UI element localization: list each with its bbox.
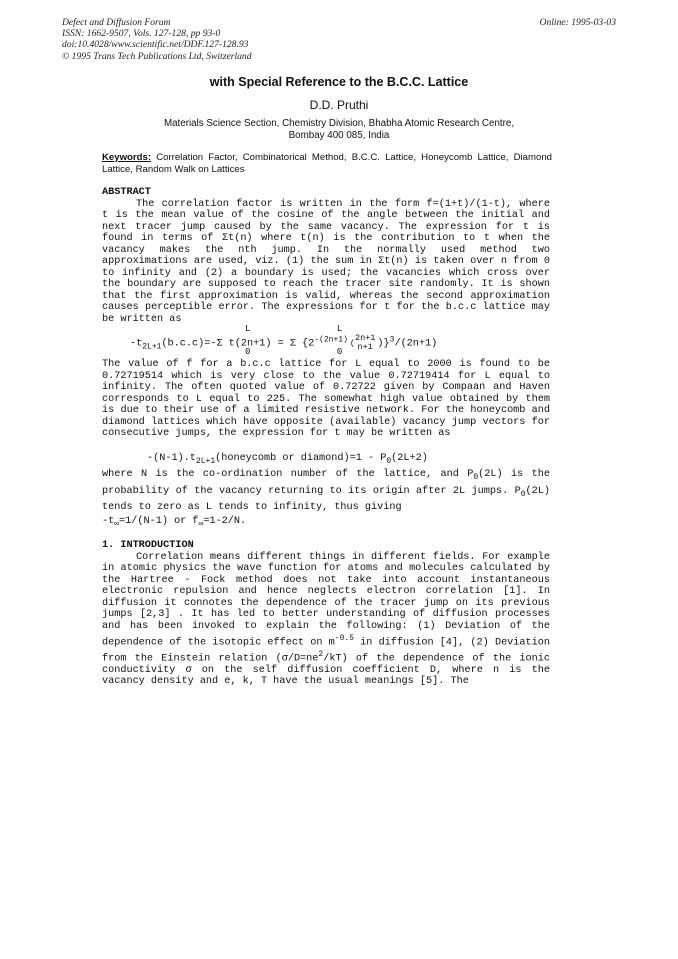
eq2-tail: (2L+2) xyxy=(391,453,428,464)
eq2-sub: 2L+1 xyxy=(195,457,216,467)
abstract-text-1: The correlation factor is written in the form f=(1+t)/(1-t), where t is the mean value of the cosine of the angle between the initial and next tracer jump caused by the same vacancy. The expression for t is found in terms of Σt(n) where t(n) is the contribution to t when the vacancy makes the nth jump. In the normally used method two approximations are used, viz. (1) the sum in Σt(n) is taken over n from 0 to infinity and (2) a boundary is used; the vacancies which cross over the boundary are supposed to reach the tracer site randomly. It is shown that the first approximation is valid, whereas the second approximation causes perceptible error. The expressions for t for the b.c.c lattice may be written as xyxy=(102,198,550,325)
final-c: =1-2/N. xyxy=(203,515,247,527)
intro-a: Correlation means different things in different fields. For example in atomic physics the wave function for atoms and molecules calculated by the Hartree - Fock method does not take into account instantaneous electronic repulsion and hence neglects electron correlation [1]. In diffusion it connotes the dependence of the tracer jump on its previous jumps [2,3] . It has led to better understanding of diffusion processes and has been invoked to explain the following: (1) Deviation of the dependence of the isotopic effect on m xyxy=(102,551,550,649)
intro-c: /kT) of the dependence of the ionic conductivity σ on the self diffusion coefficient D, where n is the vacancy density and e, k, T have the usual meanings [5]. The xyxy=(102,653,550,688)
journal-name: Defect and Diffusion Forum xyxy=(62,17,171,28)
journal-copyright: © 1995 Trans Tech Publications Ltd, Switzerland xyxy=(62,50,252,62)
eq1-binomial: ( 2n+1 n+1 xyxy=(349,333,376,352)
abstract-para-1 xyxy=(102,187,550,325)
eq1-binomial-bottom: n+1 xyxy=(357,342,373,352)
final-b: =1/(N-1) or f xyxy=(119,515,199,527)
abstract-conclusion xyxy=(102,515,550,532)
eq1-sub: 2L+1 xyxy=(142,342,162,352)
journal-issn: ISSN: 1662-9507, Vols. 127-128, pp 93-0 xyxy=(62,28,221,40)
online-date: Online: 1995-03-03 xyxy=(539,17,616,28)
para3-c: (2L) tends to zero as L tends to infinity, thus giving xyxy=(102,485,550,514)
eq1-upper-limits: L L xyxy=(245,324,343,334)
eq2-lhs: -(N-1).t xyxy=(147,453,196,464)
author-affiliation xyxy=(0,118,678,141)
eq1-binomial-top: 2n+1 xyxy=(355,333,376,343)
journal-header xyxy=(62,17,252,62)
introduction-heading: 1. INTRODUCTION xyxy=(102,540,194,551)
para3-b: (2L) is the probability of the vacancy returning to its origin after 2L jumps. P xyxy=(102,469,550,497)
eq2-middle: (honeycomb or diamond)=1 - P xyxy=(215,453,387,464)
affiliation-line-2: Bombay 400 085, India xyxy=(288,129,390,141)
abstract-para-2: The value of f for a b.c.c lattice for L equal to 2000 is found to be 0.72719514 which is very close to the value 0.72719414 for L equal to infinity. The often quoted value of 0.72722 given by Compaan and Haven corresponds to L equal to 225. The somewhat high value obtained by them is due to their use of a limited resistive network. For the honeycomb and diamond lattices which have opposite (available) vacancy jump vectors for consecutive jumps, the expression for t may be written as xyxy=(102,359,550,439)
eq1-lhs: -t xyxy=(130,338,143,350)
para3-sub2: 0 xyxy=(520,489,526,499)
paper-author: D.D. Pruthi xyxy=(309,98,369,112)
eq1-binomial-body xyxy=(355,334,375,352)
eq1-lower-limits: 0 0 xyxy=(245,347,343,357)
para3-a: where N is the co-ordination number of the lattice, and P xyxy=(102,469,474,480)
intro-sup: -0.5 xyxy=(334,633,354,643)
final-sub2: ∞ xyxy=(198,519,204,529)
eq1-cube: 3 xyxy=(389,335,395,345)
keywords-label: Keywords: xyxy=(102,152,152,163)
abstract-para-3 xyxy=(102,468,550,531)
keywords-text: Correlation Factor, Combinatorical Method, B.C.C. Lattice, Honeycomb Lattice, Diamond Lattice, Random Walk on Lattices xyxy=(102,152,552,175)
abstract-heading: ABSTRACT xyxy=(102,187,151,198)
paper-title: with Special Reference to the B.C.C. Lattice xyxy=(209,75,469,89)
keywords xyxy=(102,152,552,175)
intro-sup2: 2 xyxy=(318,649,324,659)
equation-2 xyxy=(147,453,428,466)
eq1-middle: (b.c.c)=-Σ t(2n+1) = Σ {2 xyxy=(161,338,315,350)
para3-sub: 0 xyxy=(473,473,479,483)
eq1-tail: /(2n+1) xyxy=(394,338,438,350)
eq2-sub2: 0 xyxy=(386,457,392,467)
introduction-section xyxy=(102,540,550,688)
eq1-exponent: -(2n+1) xyxy=(314,335,348,345)
intro-b: in diffusion [4], (2) Deviation from the Einstein relation (σ/D=ne xyxy=(102,637,550,665)
final-sub: ∞ xyxy=(114,519,120,529)
eq1-close: )} xyxy=(377,338,390,350)
journal-doi: doi:10.4028/www.scientific.net/DDF.127-128.93 xyxy=(62,39,249,51)
final-a: -t xyxy=(102,515,115,527)
affiliation-line-1: Materials Science Section, Chemistry Division, Bhabha Atomic Research Centre, xyxy=(163,118,515,129)
introduction-text xyxy=(102,552,550,688)
